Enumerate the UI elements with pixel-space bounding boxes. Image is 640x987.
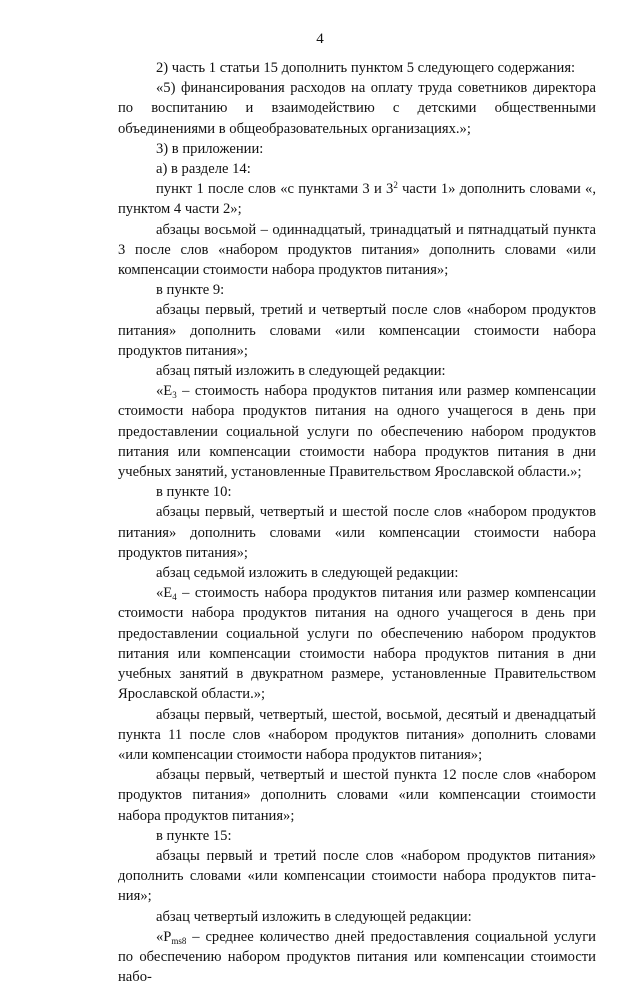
paragraph (118, 179, 596, 219)
paragraph: в пункте 15: (156, 827, 232, 844)
paragraph: абзацы первый, четвертый и шестой пункта 12 после слов «набором продуктов питания» дополнить словами «или компенсации стоимости набора продуктов питания»; (118, 767, 596, 824)
paragraph-text: – среднее количество дней предоставления социальной услуги по обеспечению набором продуктов питания или компенсации стоимости набо- (118, 928, 596, 986)
paragraph: 2) часть 1 статьи 15 дополнить пунктом 5 следующего содержания: (156, 60, 576, 76)
paragraph: абзацы первый, третий и четвертый после слов «набором продуктов питания» дополнить словами «или компенсации стоимости набора продуктов питания»; (118, 302, 596, 359)
subscript: 4 (172, 592, 177, 603)
superscript: 2 (393, 180, 398, 191)
paragraph-text: «Р (156, 928, 172, 945)
paragraph: в пункте 9: (156, 282, 225, 299)
paragraph-text: «Е (156, 585, 173, 602)
paragraph: в пункте 10: (156, 484, 232, 501)
paragraph: 3) в приложении: (156, 140, 264, 157)
paragraph (118, 583, 596, 704)
paragraph (118, 927, 596, 987)
paragraph: абзацы первый и третий после слов «набором продуктов питания» дополнить словами «или компенсации стоимости набора продуктов питания»; (118, 847, 596, 905)
paragraph-text: – стоимость набора продуктов питания или размер компенсации стоимости набора продуктов питания на одного учащегося в день при предоставлении социальной услуги по обеспечению набором продуктов питания или компенсации стоимости набора продуктов питания в дни учебных занятий в двукратном размере, установленные Правительством Ярославской области.»; (118, 585, 596, 703)
paragraph-text: – стоимость набора продуктов питания или размер компенсации стоимости набора продуктов питания на одного учащегося в день при предоставлении социальной услуги по обеспечению набором продуктов питания или компенсации стоимости набора продуктов питания в дни учебных занятий, установленные Правительством Ярославской области.»; (118, 383, 596, 481)
paragraph: абзац седьмой изложить в следующей редакции: (156, 565, 459, 582)
paragraph-text: части 1» дополнить словами «, пунктом 4 части 2»; (118, 181, 596, 218)
paragraph: абзацы первый, четвертый, шестой, восьмой, десятый и двенадцатый пункта 11 после слов «набором продуктов питания» дополнить словами «или компенсации стоимости набора продуктов питания»; (118, 706, 596, 763)
document-body (118, 58, 596, 987)
paragraph (118, 381, 596, 482)
paragraph: абзацы первый, четвертый и шестой после слов «набором продуктов питания» дополнить словами «или компенсации стоимости набора продуктов питания»; (118, 504, 596, 561)
paragraph: абзацы восьмой – одиннадцатый, тринадцатый и пятнадцатый пункта 3 после слов «набором продуктов питания» дополнить словами «или компенсации стоимости набора продуктов питания»; (118, 221, 596, 279)
subscript: 3 (172, 390, 177, 401)
subscript: ms8 (171, 935, 187, 946)
paragraph-text: пункт 1 после слов «с пунктами 3 и 3 (156, 181, 394, 198)
paragraph: абзац четвертый изложить в следующей редакции: (156, 908, 472, 925)
paragraph-text: «Е (156, 383, 173, 400)
paragraph: «5) финансирования расходов на оплату труда советников директора по воспитанию и взаимодействию с детскими общественными объединениями в общеобразовательных организациях.»; (118, 80, 596, 137)
paragraph: а) в разделе 14: (156, 161, 251, 178)
paragraph: абзац пятый изложить в следующей редакции: (156, 363, 446, 380)
page-number: 4 (316, 31, 324, 47)
